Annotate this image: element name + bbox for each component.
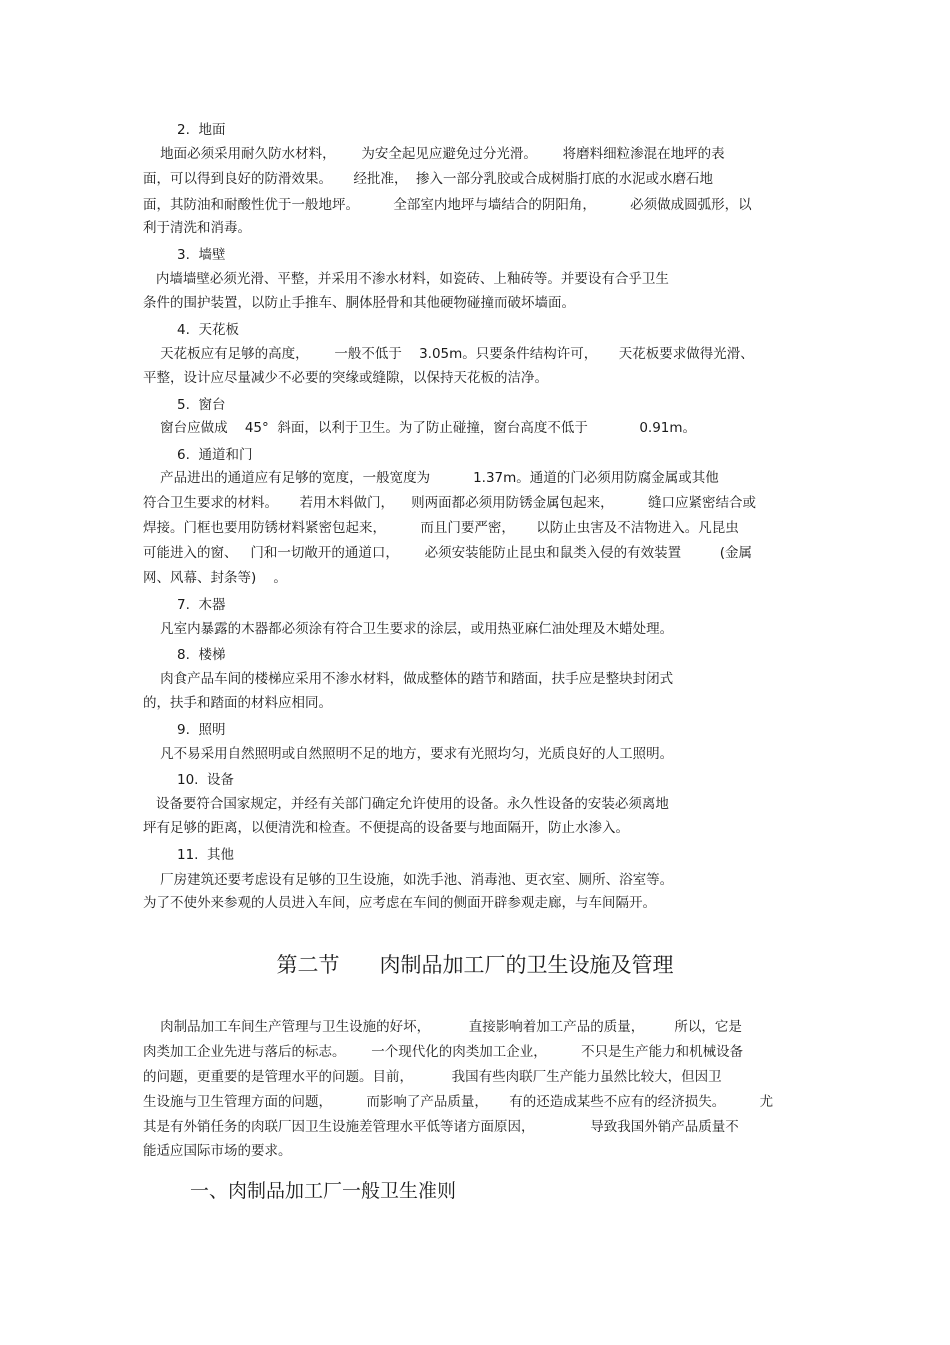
paragraph-line: 内墙墙壁必须光滑、平整，并采用不渗水材料，如瓷砖、上釉砖等。并要设有合乎卫生 [143, 271, 669, 287]
paragraph-line: 能适应国际市场的要求。 [143, 1143, 292, 1159]
paragraph-line: 天花板应有足够的高度， 一般不低于 3.05m。只要条件结构许可， 天花板要求做得光滑、 [143, 346, 754, 362]
item-heading-stairs: 8. 楼梯 [177, 647, 226, 663]
subsection-title: 一、肉制品加工厂一般卫生准则 [190, 1180, 457, 1202]
item-heading-floor: 2. 地面 [177, 122, 226, 138]
paragraph-line: 凡不易采用自然照明或自然照明不足的地方，要求有光照均匀，光质良好的人工照明。 [143, 746, 674, 762]
paragraph-line: 窗台应做成 45° 斜面，以利于卫生。为了防止碰撞，窗台高度不低于 0.91m。 [143, 420, 697, 436]
paragraph-line: 条件的围护装置，以防止手推车、胴体胫骨和其他硬物碰撞而破坏墙面。 [143, 295, 575, 311]
paragraph-line: 焊接。门框也要用防锈材料紧密包起来， 而且门要严密， 以防止虫害及不洁物进入。凡昆虫 [143, 520, 739, 536]
item-heading-ceiling: 4. 天花板 [177, 322, 239, 338]
paragraph-line: 可能进入的窗、 门和一切敞开的通道口， 必须安装能防止昆虫和鼠类入侵的有效装置 (金属 [143, 545, 753, 561]
paragraph-line: 凡室内暴露的木器都必须涂有符合卫生要求的涂层，或用热亚麻仁油处理及木蜡处理。 [143, 621, 674, 637]
item-heading-wall: 3. 墙壁 [177, 247, 226, 263]
item-heading-equipment: 10. 设备 [177, 772, 235, 788]
paragraph-line: 肉类加工企业先进与落后的标志。 一个现代化的肉类加工企业， 不只是生产能力和机械设备 [143, 1044, 744, 1060]
paragraph-line: 肉制品加工车间生产管理与卫生设施的好坏， 直接影响着加工产品的质量， 所以，它是 [143, 1019, 742, 1035]
paragraph-line: 产品进出的通道应有足够的宽度，一般宽度为 1.37m。通道的门必须用防腐金属或其他 [143, 470, 719, 486]
paragraph-line: 利于清洗和消毒。 [143, 220, 251, 236]
paragraph-line: 符合卫生要求的材料。 若用木料做门， 则两面都必须用防锈金属包起来， 缝口应紧密结合或 [143, 495, 756, 511]
section-title: 第二节 肉制品加工厂的卫生设施及管理 [276, 953, 674, 977]
paragraph-line: 面，其防油和耐酸性优于一般地坪。 全部室内地坪与墙结合的阴阳角， 必须做成圆弧形，以 [143, 197, 752, 213]
paragraph-line: 平整，设计应尽量减少不必要的突缘或缝隙，以保持天花板的洁净。 [143, 370, 548, 386]
paragraph-line: 坪有足够的距离，以便清洗和检查。不便提高的设备要与地面隔开，防止水渗入。 [143, 820, 629, 836]
paragraph-line: 厂房建筑还要考虑设有足够的卫生设施，如洗手池、消毒池、更衣室、厕所、浴室等。 [143, 872, 674, 888]
item-heading-lighting: 9. 照明 [177, 722, 226, 738]
paragraph-line: 为了不使外来参观的人员进入车间，应考虑在车间的侧面开辟参观走廊，与车间隔开。 [143, 895, 656, 911]
paragraph-line: 肉食产品车间的楼梯应采用不渗水材料，做成整体的踏节和踏面，扶手应是整块封闭式 [143, 671, 674, 687]
item-heading-woodwork: 7. 木器 [177, 597, 226, 613]
paragraph-line: 的问题，更重要的是管理水平的问题。目前， 我国有些肉联厂生产能力虽然比较大，但因卫 [143, 1069, 722, 1085]
paragraph-line: 其是有外销任务的肉联厂因卫生设施差管理水平低等诸方面原因， 导致我国外销产品质量不 [143, 1119, 739, 1135]
paragraph-line: 网、风幕、封条等) 。 [143, 570, 287, 586]
paragraph-line: 生设施与卫生管理方面的问题， 而影响了产品质量， 有的还造成某些不应有的经济损失。 尤 [143, 1094, 774, 1110]
paragraph-line: 设备要符合国家规定，并经有关部门确定允许使用的设备。永久性设备的安装必须离地 [143, 796, 669, 812]
item-heading-other: 11. 其他 [177, 847, 235, 863]
item-heading-passage-door: 6. 通道和门 [177, 447, 253, 463]
paragraph-line: 的，扶手和踏面的材料应相同。 [143, 695, 332, 711]
paragraph-line: 面，可以得到良好的防滑效果。 经批准， 掺入一部分乳胶或合成树脂打底的水泥或水磨石地 [143, 171, 714, 187]
paragraph-line: 地面必须采用耐久防水材料， 为安全起见应避免过分光滑。 将磨料细粒渗混在地坪的表 [143, 146, 725, 162]
item-heading-windowsill: 5. 窗台 [177, 397, 226, 413]
